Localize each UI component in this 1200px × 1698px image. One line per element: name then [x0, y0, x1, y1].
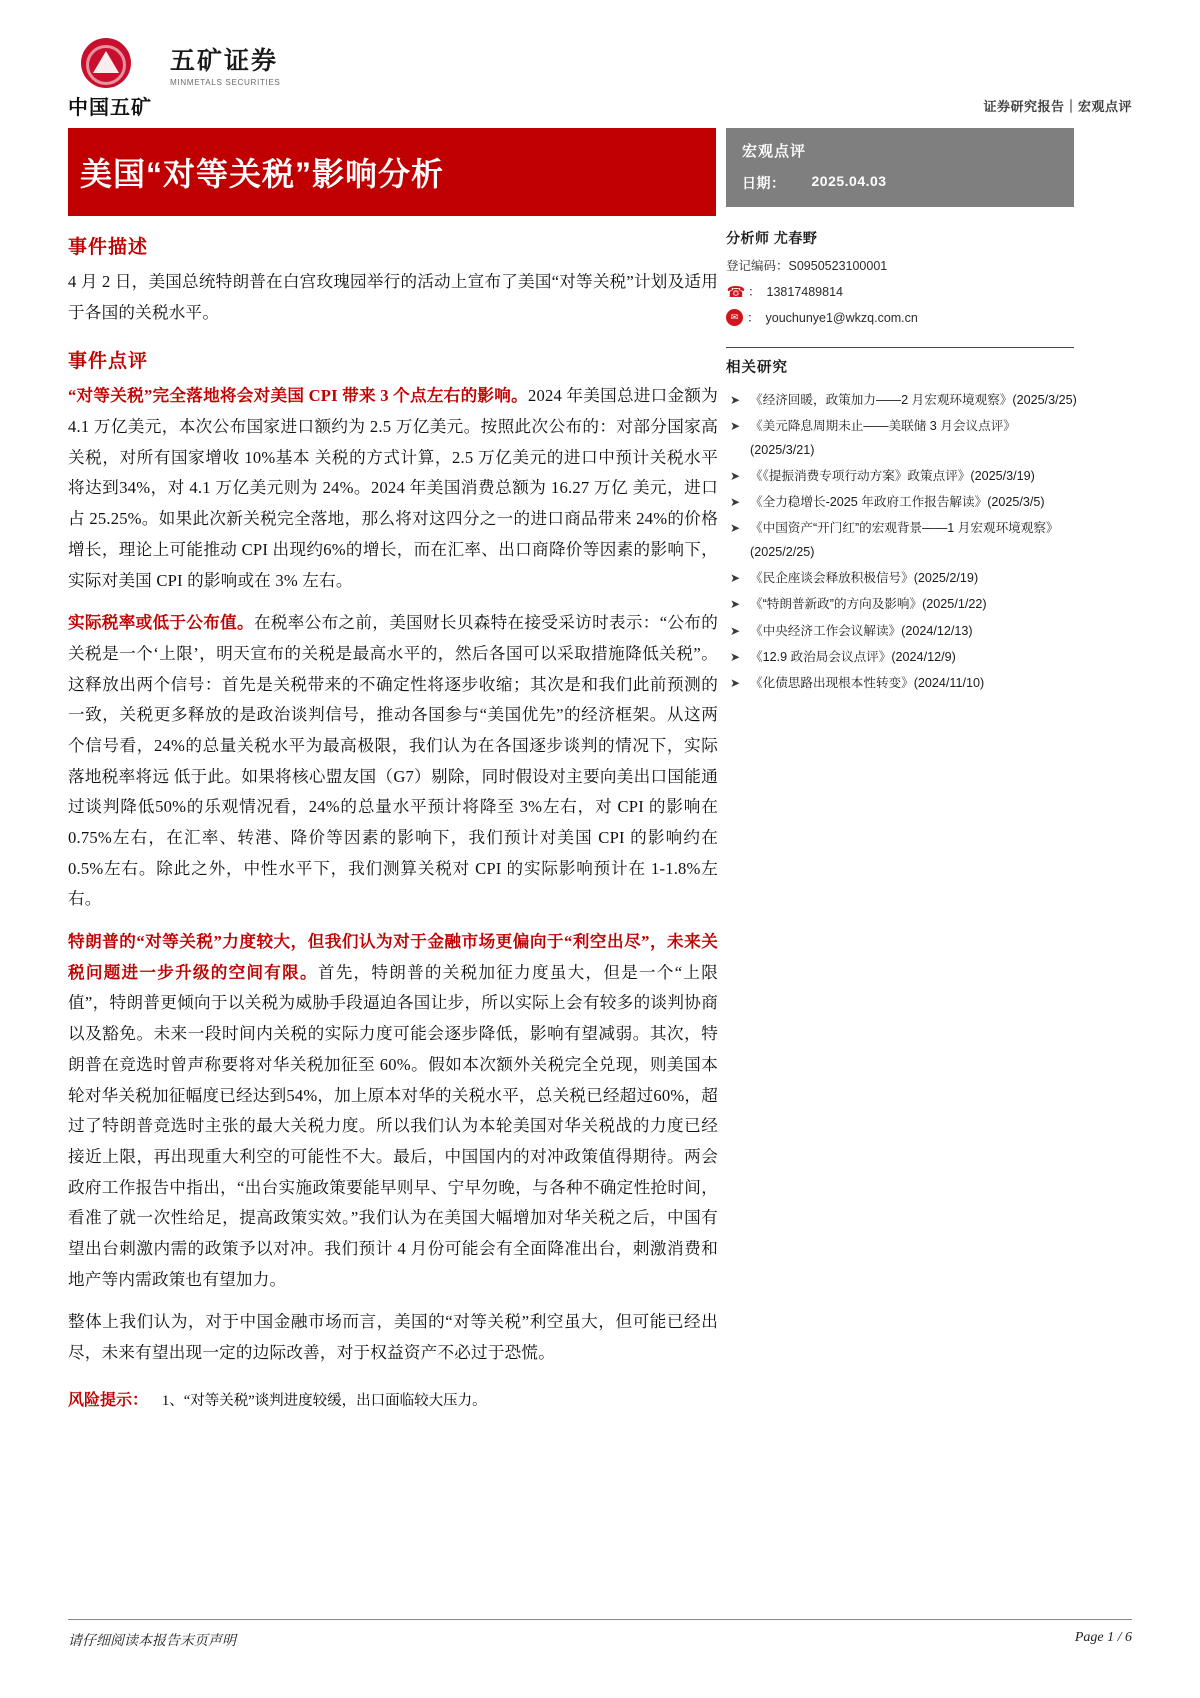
paragraph — [68, 1307, 718, 1368]
analyst-email — [726, 309, 1074, 328]
title-banner — [68, 128, 716, 216]
footer-divider — [68, 1619, 1132, 1620]
chevron-right-icon: ➤ — [730, 597, 741, 612]
company-name-cn: 中国五矿 — [68, 97, 152, 119]
page-header — [68, 38, 1132, 119]
date-value: 2025.04.03 — [811, 173, 887, 189]
related-item-label: 《中国资产“开门红”的宏观背景——1 月宏观环境观察》(2025/2/25) — [750, 521, 1059, 559]
section-heading-event-review: 事件点评 — [68, 351, 149, 373]
license-label: 登记编码： — [726, 259, 789, 273]
phone-label: ： — [748, 284, 761, 299]
related-item-label: 《中央经济工作会议解读》(2024/12/13) — [750, 623, 973, 638]
list-item[interactable] — [726, 646, 1078, 669]
page-footer — [68, 1630, 1132, 1650]
paragraph-text: 整体上我们认为，对于中国金融市场而言，美国的“对等关税”利空虽大，但可能已经出尽，未来有望出现一定的边际改善，对于权益资产不必过于恐慌。 — [68, 1312, 718, 1362]
paragraph-lead: 实际税率或低于公布值。 — [68, 613, 254, 633]
list-item[interactable] — [726, 672, 1078, 695]
analyst-phone — [726, 283, 1074, 302]
list-item[interactable] — [726, 517, 1078, 564]
paragraph — [68, 381, 718, 596]
list-item[interactable] — [726, 620, 1078, 643]
chevron-right-icon: ➤ — [730, 393, 741, 407]
china-minmetals-emblem-icon — [81, 38, 131, 88]
email-value[interactable]: youchunye1@wkzq.com.cn — [765, 310, 918, 325]
chevron-right-icon: ➤ — [730, 623, 741, 638]
paragraph — [68, 608, 718, 915]
related-research-heading: 相关研究 — [726, 360, 788, 376]
list-item[interactable] — [726, 415, 1078, 462]
chevron-right-icon: ➤ — [730, 571, 741, 586]
paragraph-lead: “对等关税”完全落地将会对美国 CPI 带来 3 个点左右的影响。 — [68, 386, 528, 406]
page-title: 美国“对等关税”影响分析 — [80, 156, 445, 192]
article-body — [68, 232, 718, 1415]
related-item-label: 《美元降息周期未止——美联储 3 月会议点评》(2025/3/21) — [750, 419, 1016, 457]
related-item-label: 《《提振消费专项行动方案》政策点评》(2025/3/19) — [750, 468, 1035, 483]
list-item[interactable] — [726, 389, 1078, 412]
date-label: 日期： — [742, 175, 786, 191]
list-item[interactable] — [726, 491, 1078, 514]
related-item-label: 《经济回暖，政策加力——2 月宏观环境观察》(2025/3/25) — [750, 393, 1077, 407]
related-research-list — [726, 389, 1078, 696]
event-description-paragraph: 4 月 2 日，美国总统特朗普在白宫玫瑰园举行的活动上宣布了美国“对等关税”计划及适用于各国的关税水平。 — [68, 272, 718, 322]
paragraph-text: 首先，特朗普的关税加征力度虽大，但是一个“上限值”，特朗普更倾向于以关税为威胁手段逼迫各国让步，所以实际上会有较多的谈判协商以及豁免。未来一段时间内关税的实际力度可能会逐步降低，影响有望减弱。其次，特朗普在竞选时曾声称要将对华关税加征至 60%。假如本次额外关税完全兑现，则美国本轮对华关税加征幅度已经达到54%，加上原本对华的关税水平，总关税已经超过60%，超过了特朗普竞选时主张的最大关税力度。所以我们认为本轮美国对华关税战的力度已经接近上限，再出现重大利空的可能性不大。最后，中国国内的对冲政策值得期待。两会政府工作报告中指出，“出台实施政策要能早则早、宁早勿晚，与各种不确定性抢时间，看准了就一次性给足，提高政策实效。”我们认为在美国大幅增加对华关税之后，中国有望出台刺激内需的政策予以对冲。我们预计 4 月份可能会有全面降准出台，刺激消费和地产等内需政策也有望加力。 — [68, 962, 718, 1289]
chevron-right-icon: ➤ — [730, 468, 741, 483]
analyst-name: 分析师 尤春野 — [726, 230, 818, 246]
paragraph — [68, 927, 718, 1295]
risk-label: 风险提示： — [68, 1391, 149, 1409]
report-kind: 宏观点评 — [742, 143, 807, 160]
related-item-label: 《“特朗普新政”的方向及影响》(2025/1/22) — [750, 597, 987, 612]
phone-value[interactable]: 13817489814 — [766, 284, 843, 299]
panel-divider — [726, 347, 1074, 348]
list-item[interactable] — [726, 593, 1078, 616]
chevron-right-icon: ➤ — [730, 419, 741, 434]
paragraph-text: 在税率公布之前，美国财长贝森特在接受采访时表示：“公布的关税是一个‘上限’，明天宣布的关税是最高水平的，然后各国可以采取措施降低关税”。这释放出两个信号：首先是关税带来的不确定性将逐步收缩；其次是和我们此前预测的一致，关税更多释放的是政治谈判信号，推动各国参与“美国优先”的经济框架。从这两个信号看，24%的总量关税水平为最高极限，我们认为在各国逐步谈判的情况下，实际落地税率将远 低于此。如果将核心盟友国（G7）剔除，同时假设对主要向美出口国能通过谈判降低50%的乐观情况看，24%的总量水平预计将降至 3%左右，对 CPI 的影响在 0.75%左右，在汇率、转港、降价等因素的影响下，我们预计对美国 CPI 的影响约在 0.5%左右。除此之外，中性水平下，我们测算关税对 CPI 的实际影响预计在 1-1.8%左右。 — [68, 613, 718, 909]
related-research — [726, 356, 1078, 699]
list-item[interactable] — [726, 465, 1078, 488]
footer-page-number: Page 1 / 6 — [1074, 1630, 1132, 1645]
brand-name-cn: 五矿证券 — [170, 47, 279, 75]
brand-block — [170, 38, 281, 87]
company-logo — [68, 38, 281, 120]
breadcrumb: 证券研究报告｜宏观点评 — [983, 99, 1132, 114]
analyst-block — [726, 228, 1074, 334]
related-item-label: 《12.9 政治局会议点评》(2024/12/9) — [750, 649, 956, 664]
chevron-right-icon: ➤ — [730, 521, 741, 536]
envelope-icon: ✉ — [726, 309, 743, 326]
related-item-label: 《民企座谈会释放积极信号》(2025/2/19) — [750, 571, 979, 586]
phone-icon: ☎ — [726, 283, 746, 301]
risk-disclosure — [68, 1387, 718, 1416]
report-info-panel — [726, 128, 1074, 207]
risk-text: 1、“对等关税”谈判进度较缓，出口面临较大压力。 — [162, 1392, 487, 1409]
paragraph-lead: 特朗普的“对等关税”力度较大，但我们认为对于金融市场更偏向于“利空出尽”，未来关税问题进一步升级的空间有限。 — [68, 932, 718, 982]
chevron-right-icon: ➤ — [730, 649, 741, 664]
report-date-row — [742, 173, 1058, 193]
brand-name-en: MINMETALS SECURITIES — [170, 77, 281, 87]
chevron-right-icon: ➤ — [730, 495, 741, 510]
analyst-license — [726, 257, 1074, 276]
paragraph-text: 2024 年美国总进口金额为 4.1 万亿美元，本次公布国家进口额约为 2.5 万亿美元。按照此次公布的：对部分国家高关税，对所有国家增收 10%基本 关税的方式计算，2.5 万亿美元的进口中预计关税水平将达到34%，对 4.1 万亿美元则为 24%。2024 年美国消费总额为 16.27 万亿 美元，进口占 25.25%。如果此次新关税完全落地，那么将对这四分之一的进口商品带来 24%的价格增长，理论上可能推动 CPI 出现约6%的增长，而在汇率、出口商降价等因素的影响下，实际对美国 CPI 的影响或在 3% 左右。 — [68, 386, 718, 590]
license-value: S0950523100001 — [788, 259, 888, 273]
list-item[interactable] — [726, 567, 1078, 590]
footer-disclaimer: 请仔细阅读本报告末页声明 — [68, 1634, 236, 1649]
section-heading-event-description: 事件描述 — [68, 237, 149, 258]
logo-mark — [68, 38, 152, 120]
related-item-label: 《化债思路出现根本性转变》(2024/11/10) — [750, 676, 985, 691]
chevron-right-icon: ➤ — [730, 676, 741, 691]
email-label: ： — [747, 310, 760, 325]
related-item-label: 《全力稳增长-2025 年政府工作报告解读》(2025/3/5) — [750, 495, 1045, 510]
